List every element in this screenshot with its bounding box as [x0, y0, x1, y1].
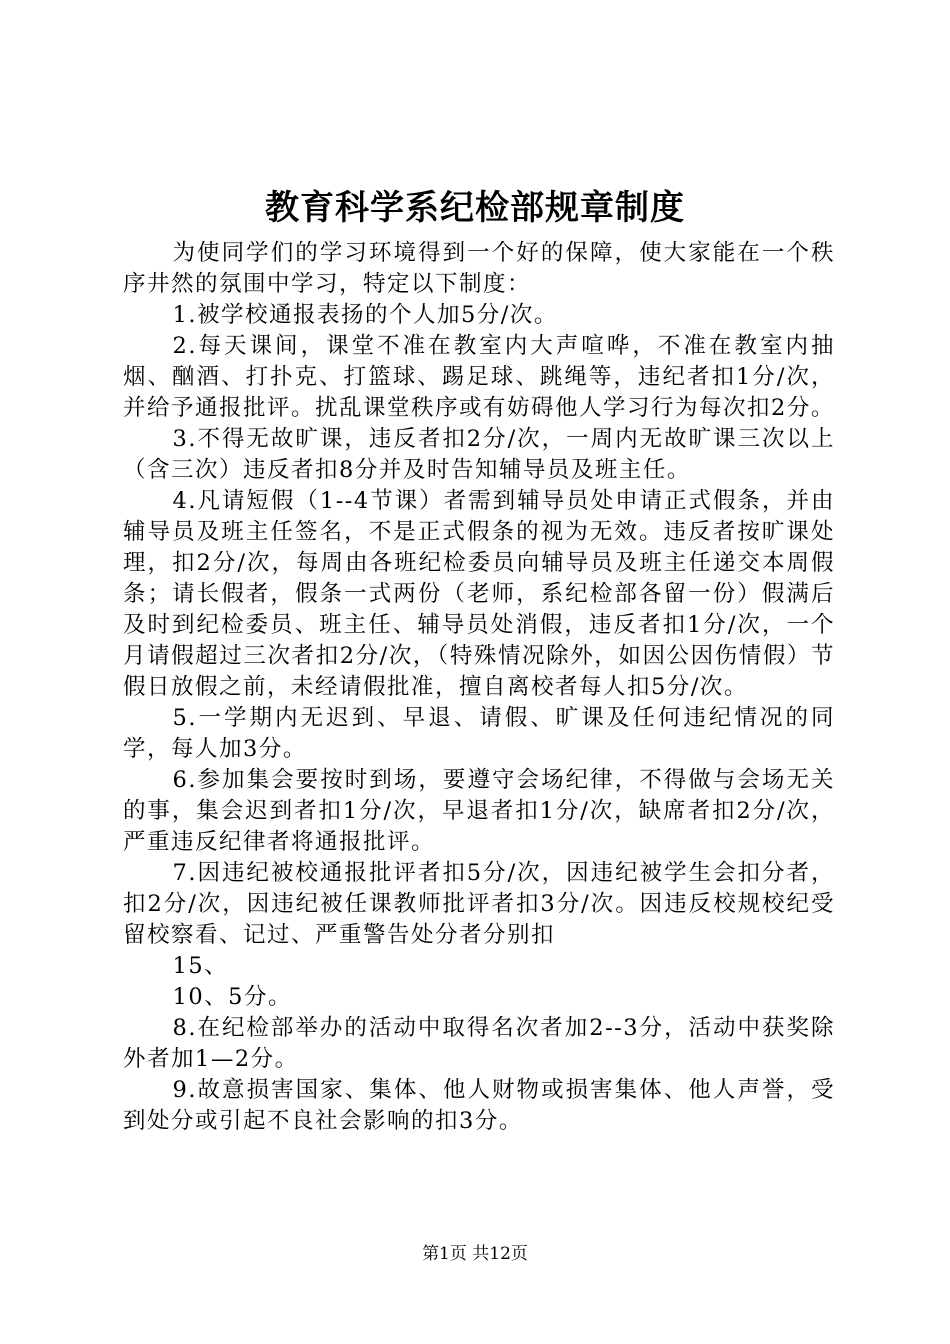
- rule-item-7-continued: 15、: [172, 953, 229, 979]
- rule-item-4: 4.凡请短假（1--4节课）者需到辅导员处申请正式假条，并由辅导员及班主任签名，不是正式假条的视为无效。违反者按旷课处理，扣2分/次，每周由各班纪检委员向辅导员及班主任递交本周假条；请长假者，假条一式两份（老师，系纪检部各留一份）假满后及时到纪检委员、班主任、辅导员处消假，违反者扣1分/次，一个月请假超过三次者扣2分/次，（特殊情况除外，如因公因伤情假）节假日放假之前，未经请假批准，擅自离校者每人扣5分/次。: [123, 488, 835, 700]
- rule-item-5: 5.一学期内无迟到、早退、请假、旷课及任何违纪情况的同学，每人加3分。: [123, 705, 835, 762]
- rule-item-6: 6.参加集会要按时到场，要遵守会场纪律，不得做与会场无关的事，集会迟到者扣1分/次，早退者扣1分/次，缺席者扣2分/次，严重违反纪律者将通报批评。: [123, 767, 835, 855]
- rule-item-2: 2.每天课间，课堂不准在教室内大声喧哗，不准在教室内抽烟、酗酒、打扑克、打篮球、踢足球、跳绳等，违纪者扣1分/次，并给予通报批评。扰乱课堂秩序或有妨碍他人学习行为每次扣2分。: [123, 333, 835, 421]
- document-title: 教育科学系纪检部规章制度: [265, 188, 685, 228]
- page-number: 第1页 共12页: [422, 1244, 528, 1264]
- rule-item-7-end: 10、5分。: [172, 984, 292, 1010]
- rule-item-3: 3.不得无故旷课，违反者扣2分/次，一周内无故旷课三次以上（含三次）违反者扣8分并及时告知辅导员及班主任。: [123, 426, 835, 483]
- rule-item-8: 8.在纪检部举办的活动中取得名次者加2--3分，活动中获奖除外者加1—2分。: [123, 1015, 835, 1072]
- rule-item-9: 9.故意损害国家、集体、他人财物或损害集体、他人声誉，受到处分或引起不良社会影响的扣3分。: [123, 1077, 835, 1134]
- rule-item-1: 1.被学校通报表扬的个人加5分/次。: [172, 302, 558, 328]
- rule-item-7: 7.因违纪被校通报批评者扣5分/次，因违纪被学生会扣分者，扣2分/次，因违纪被任课教师批评者扣3分/次。因违反校规校纪受留校察看、记过、严重警告处分者分别扣: [123, 860, 835, 948]
- intro-paragraph: 为使同学们的学习环境得到一个好的保障，使大家能在一个秩序井然的氛围中学习，特定以下制度：: [123, 240, 835, 297]
- document-body: [123, 238, 835, 1137]
